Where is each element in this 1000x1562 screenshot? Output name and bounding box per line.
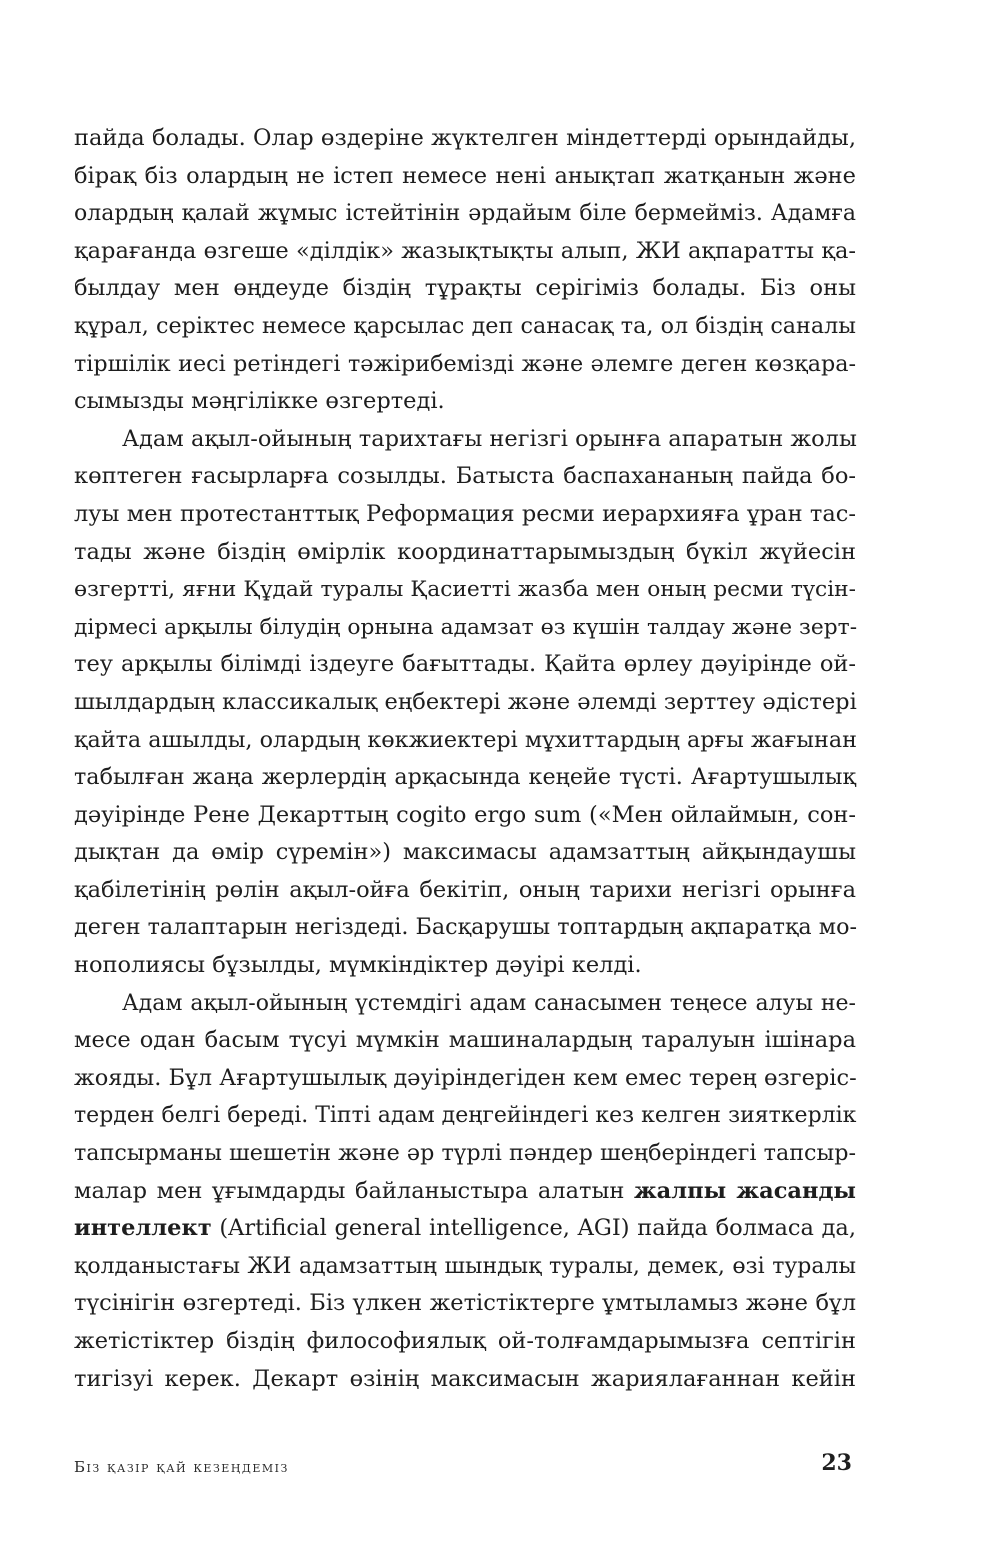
text-line: деген талаптарын негіздеді. Басқарушы топтардың ақпаратқа мо- bbox=[74, 914, 857, 941]
text-line: терден белгі береді. Тіпті адам деңгейіндегі кез келген зияткерлік bbox=[74, 1103, 857, 1129]
page-number: 23 bbox=[821, 1450, 852, 1476]
text-line: былдау мен өңдеуде біздің тұрақты серігіміз болады. Біз оны bbox=[74, 275, 856, 302]
text-line: олардың қалай жұмыс істейтінін әрдайым біле бермейміз. Адамға bbox=[74, 201, 856, 227]
paragraph-1 bbox=[74, 120, 856, 421]
body-text bbox=[74, 120, 856, 1398]
text-line: көптеген ғасырларға созылды. Батыста баспахананың пайда бо- bbox=[74, 463, 856, 490]
text-line-with-bold bbox=[74, 1173, 856, 1211]
text-line: пайда болады. Олар өздеріне жүктелген міндеттерді орындайды, bbox=[74, 125, 856, 151]
text-line: түсінігін өзгертеді. Біз үлкен жетістіктерге ұмтыламыз және бұл bbox=[74, 1290, 856, 1317]
text-line: құрал, серіктес немесе қарсылас деп санасақ та, ол біздің саналы bbox=[74, 312, 856, 339]
text-line: Адам ақыл-ойының тарихтағы негізгі орынға апаратын жолы bbox=[122, 425, 857, 452]
text-fragment: малар мен ұғымдарды байланыстыра алатын bbox=[74, 1177, 625, 1204]
text-line: теу арқылы білімді іздеуге бағыттады. Қайта өрлеу дәуірінде ой- bbox=[74, 651, 856, 678]
text-line: табылған жаңа жерлердің арқасында кеңейе түсті. Ағартушылық bbox=[74, 764, 856, 791]
text-line: месе одан басым түсуі мүмкін машиналардың таралуын ішінара bbox=[74, 1027, 856, 1054]
text-line: қарағанда өзгеше «ділдік» жазықтықты алып, ЖИ ақпаратты қа- bbox=[74, 237, 856, 264]
text-line: тапсырманы шешетін және әр түрлі пәндер шеңберіндегі тапсыр- bbox=[74, 1140, 856, 1167]
text-line: шылдардың классикалық еңбектері және әлемді зерттеу әдістері bbox=[74, 688, 857, 715]
text-line: луы мен протестанттық Реформация ресми иерархияға ұран тас- bbox=[74, 500, 856, 527]
paragraph-2 bbox=[74, 421, 856, 985]
text-line: дықтан да өмір сүремін») максимасы адамзаттың айқындаушы bbox=[74, 839, 856, 866]
text-line: қабілетінің рөлін ақыл-ойға бекітіп, оның тарихи негізгі орынға bbox=[74, 876, 856, 903]
paragraph-3 bbox=[74, 985, 856, 1399]
bold-term: интеллект bbox=[74, 1215, 212, 1242]
text-line: тады және біздің өмірлік координаттарымыздың бүкіл жүйесін bbox=[74, 538, 856, 565]
text-line: қолданыстағы ЖИ адамзаттың шындық туралы, демек, өзі туралы bbox=[74, 1253, 856, 1279]
text-line-with-bold bbox=[74, 1210, 856, 1248]
text-fragment: (Artificial general intelligence, AGI) пайда болмаса да, bbox=[219, 1215, 856, 1242]
text-line: тіршілік иесі ретіндегі тәжірибемізді және әлемге деген көзқара- bbox=[74, 350, 856, 377]
text-line: дірмесі арқылы білудің орнына адамзат өз күшін талдау және зерт- bbox=[74, 614, 858, 640]
text-line: жояды. Бұл Ағартушылық дәуіріндегіден кем емес терең өзгеріс- bbox=[74, 1064, 857, 1091]
text-line: сымызды мәңгілікке өзгертеді. bbox=[74, 388, 445, 415]
text-line: Адам ақыл-ойының үстемдігі адам санасымен теңесе алуы не- bbox=[122, 990, 856, 1016]
text-line: өзгертті, яғни Құдай туралы Қасиетті жазба мен оның ресми түсін- bbox=[74, 577, 856, 603]
text-line: нополиясы бұзылды, мүмкіндіктер дәуірі келді. bbox=[74, 952, 642, 979]
text-line: дәуірінде Рене Декарттың cogito ergo sum («Мен ойлаймын, сон- bbox=[74, 801, 856, 828]
text-line: тигізуі керек. Декарт өзінің максимасын жариялағаннан кейін bbox=[74, 1365, 856, 1392]
text-line: бірақ біз олардың не істеп немесе нені анықтап жатқанын және bbox=[74, 162, 856, 189]
bold-term: жалпы жасанды bbox=[633, 1177, 856, 1204]
text-line: жетістіктер біздің философиялық ой-толғамдарымызға септігін bbox=[74, 1328, 856, 1354]
text-line: қайта ашылды, олардың көкжиектері мұхиттардың арғы жағынан bbox=[74, 726, 857, 753]
running-title: Біз қазір қай кезеңдеміз bbox=[74, 1458, 289, 1476]
